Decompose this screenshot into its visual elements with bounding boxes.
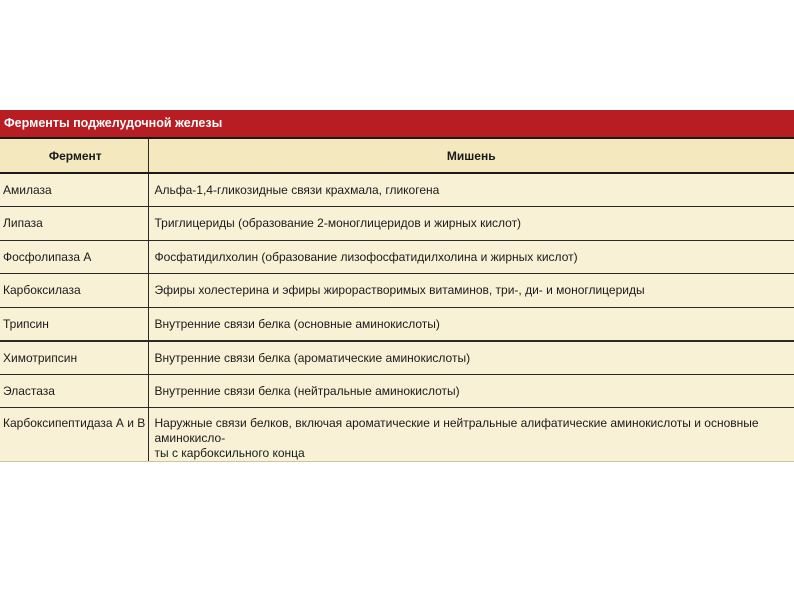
table-row	[0, 207, 794, 241]
target-cell: Наружные связи белков, включая ароматические и нейтральные алифатические аминокислоты и основные аминокисло- ты с карбоксильного конца	[148, 408, 794, 462]
header-target: Мишень	[148, 139, 794, 173]
table-row	[0, 274, 794, 308]
table-row	[0, 173, 794, 207]
enzyme-cell: Амилаза	[0, 173, 148, 207]
enzyme-cell: Фосфолипаза А	[0, 240, 148, 274]
target-cell: Внутренние связи белка (нейтральные аминокислоты)	[148, 374, 794, 408]
enzyme-cell: Карбоксилаза	[0, 274, 148, 308]
table-row	[0, 307, 794, 341]
target-cell: Триглицериды (образование 2-моноглицеридов и жирных кислот)	[148, 207, 794, 241]
header-row	[0, 139, 794, 173]
enzymes-grid	[0, 139, 794, 462]
header-enzyme: Фермент	[0, 139, 148, 173]
table-row	[0, 408, 794, 462]
target-cell: Альфа-1,4-гликозидные связи крахмала, гликогена	[148, 173, 794, 207]
table-title: Ферменты поджелудочной железы	[0, 110, 794, 139]
enzyme-cell: Эластаза	[0, 374, 148, 408]
enzyme-cell: Карбоксипептидаза А и В	[0, 408, 148, 462]
table-row	[0, 341, 794, 375]
target-cell: Внутренние связи белка (основные аминокислоты)	[148, 307, 794, 341]
target-cell: Внутренние связи белка (ароматические аминокислоты)	[148, 341, 794, 375]
target-cell: Фосфатидилхолин (образование лизофосфатидилхолина и жирных кислот)	[148, 240, 794, 274]
enzyme-cell: Химотрипсин	[0, 341, 148, 375]
table-row	[0, 374, 794, 408]
enzyme-cell: Трипсин	[0, 307, 148, 341]
enzymes-table	[0, 110, 794, 462]
enzyme-cell: Липаза	[0, 207, 148, 241]
target-cell: Эфиры холестерина и эфиры жирорастворимых витаминов, три-, ди- и моноглицериды	[148, 274, 794, 308]
table-row	[0, 240, 794, 274]
